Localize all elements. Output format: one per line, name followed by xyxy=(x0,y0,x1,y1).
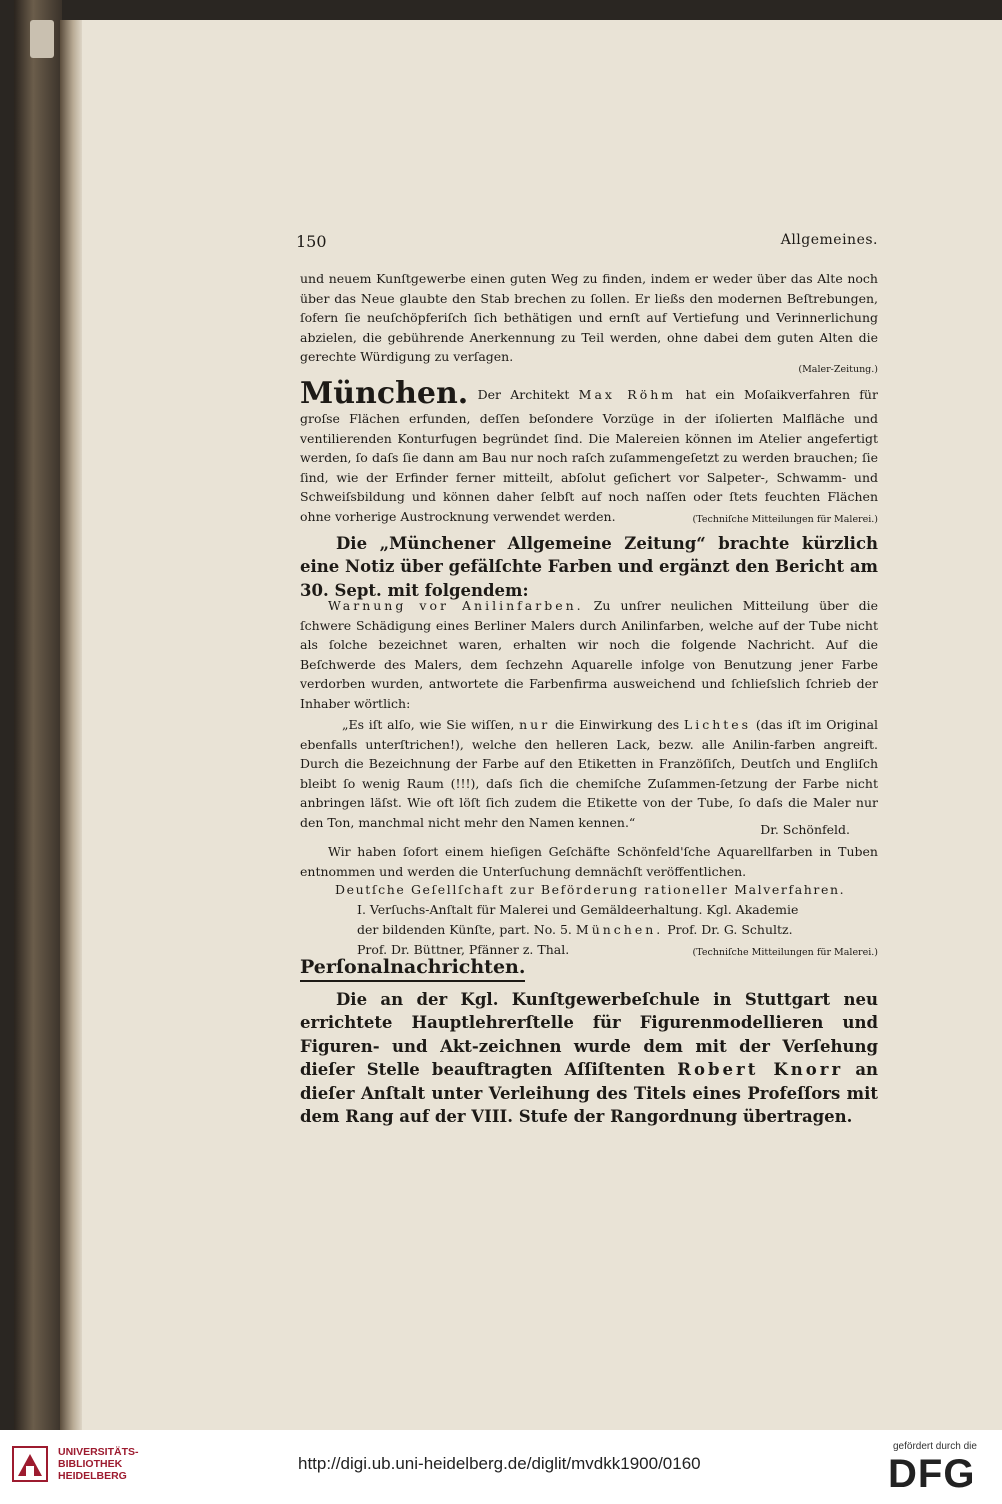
running-title: Allgemeines. xyxy=(780,232,878,248)
muenchen-intro: Der Architekt xyxy=(477,387,570,402)
society-line-2 xyxy=(357,920,878,940)
source-url-link[interactable]: http://digi.ub.uni-heidelberg.de/diglit/mvdkk1900/0160 xyxy=(298,1454,701,1473)
society-line-2b: Prof. Dr. G. Schultz. xyxy=(667,922,793,937)
section-heading-muenchen: München. xyxy=(300,376,469,411)
funding-label: gefördert durch die xyxy=(893,1441,977,1452)
paragraph-intro: und neuem Kunſtgewerbe einen guten Weg zu finden, indem er weder über das Alte noch über das Neue glaubte den Stab brechen zu ſollen. Er ließs den modernen Beſtrebungen, ſofern ſie neuſchöpferiſch ſich bethätigen und ernſt auf Vertiefung und Verinnerlichung abzielen, die gebührende Anerkennung zu Teil werden, ohne dabei dem guten Alten die gerechte Würdigung zu verſagen. xyxy=(300,271,878,365)
quote-nur: nur xyxy=(519,717,551,732)
citation-maler-zeitung: (Maler-Zeitung.) xyxy=(798,364,878,375)
muenchen-text: hat ein Moſaikverfahren für groſse Flächen erfunden, deſſen beſondere Vorzüge in der iſolierten Malfläche und ventilierenden Konturfugen begründet ſind. Die Malereien können im Atelier angefertigt werden, ſo daſs ſie dann am Bau nur noch raſch zuſammengeſetzt zu werden brauchen; ſie ſind, wie der Erfinder ferner mitteilt, abſolut geſichert vor Salpeter-, Schwamm- und Schweiſsbildung und können daher ſelbſt auf noch naſſen oder ſtets feuchten Flächen ohne vorherige Austrocknung verwendet werden. xyxy=(300,387,878,524)
spine-tab xyxy=(30,20,54,58)
quote-part-c: (das iſt im Original ebenfalls unterſtrichen!), welche den helleren Lack, bezw. alle Anilin-farben angreift. Durch die Bezeichnung der Farbe auf den Etiketten in Franzöſiſch, Deutſch und Engliſch bleibt ſo wenig Raum (!!!), daſs ſich die chemiſche Zuſammen-ſetzung der Farbe nicht anbringen läſst. Wie oft löſt ſich zudem die Etikette von der Tube, ſo daſs die Maler nur den Ton, manchmal nicht mehr den Namen kennen.“ xyxy=(300,717,879,830)
warning-paragraph xyxy=(300,596,878,714)
book-page xyxy=(60,20,1002,1430)
footer-bar xyxy=(0,1430,1002,1504)
library-name[interactable] xyxy=(58,1446,139,1482)
warning-title: Warnung vor Anilinfarben. xyxy=(328,598,584,613)
warning-text: Zu unſrer neulichen Mitteilung über die ſchwere Schädigung eines Berliner Malers durch Anilinfarben, welche auf der Tube nicht als ſolche bezeichnet waren, erhalten wir noch die folgende Nachricht. Auf die Beſchwerde des Malers, dem ſechzehn Aquarelle infolge von Benutzung jener Farbe verdorben wurden, antwortete die Farbenfirma ausweichend und ſchlieſslich ſchrieb der Inhaber wörtlich: xyxy=(300,598,879,711)
library-line-2: BIBLIOTHEK xyxy=(58,1458,123,1470)
library-line-3: HEIDELBERG xyxy=(58,1470,127,1482)
notice-paragraph: Die „Münchener Allgemeine Zeitung“ brachte kürzlich eine Notiz über gefälſchte Farben und ergänzt den Bericht am 30. Sept. mit folgendem: xyxy=(300,534,878,600)
paragraph-wir: Wir haben ſofort einem hieſigen Geſchäfte Schönfeld'ſche Aquarellfarben in Tuben entnommen und werden die Unterſuchung demnächſt veröffentlichen. xyxy=(300,844,878,879)
citation-technische-1: (Techniſche Mitteilungen für Malerei.) xyxy=(692,514,878,525)
paragraph-muenchen xyxy=(300,376,878,527)
quote-part-a: „Es iſt alſo, wie Sie wiſſen, xyxy=(342,717,515,732)
quote-paragraph xyxy=(300,715,878,833)
society-line-3: Prof. Dr. Büttner, Pfänner z. Thal. xyxy=(357,942,570,957)
society-city: München. xyxy=(575,922,664,937)
personal-name: Robert Knorr xyxy=(677,1060,844,1080)
quote-part-b: die Einwirkung des xyxy=(554,717,680,732)
personal-text-b: an dieſer Anſtalt unter Verleihung des Titels eines Profeſſors mit dem Rang auf der VIII. Stufe der Rangordnung übertragen. xyxy=(300,1060,879,1127)
personal-paragraph xyxy=(300,988,878,1128)
book-spine xyxy=(14,0,62,1430)
quote-lichtes: Lichtes xyxy=(683,717,752,732)
library-logo-icon xyxy=(12,1446,48,1482)
citation-technische-2: (Techniſche Mitteilungen für Malerei.) xyxy=(692,947,878,958)
muenchen-name: Max Röhm xyxy=(578,387,677,402)
quote-signature: Dr. Schönfeld. xyxy=(760,822,850,837)
library-line-1: UNIVERSITÄTS- xyxy=(58,1446,139,1458)
section-heading-personal: Perſonalnachrichten. xyxy=(300,956,525,982)
page-gutter xyxy=(60,20,82,1430)
dfg-logo[interactable]: DFG xyxy=(888,1452,976,1496)
page-number: 150 xyxy=(296,232,327,251)
personal-text-a: Die an der Kgl. Kunſtgewerbeſchule in Stuttgart neu errichtete Hauptlehrerſtelle für Figurenmodellieren und Figuren- und Akt-zeichnen wurde dem mit der Verſehung dieſer Stelle beauftragten Aſſiſtenten xyxy=(300,990,878,1080)
society-name: Deutſche Geſellſchaft zur Beförderung rationeller Malverfahren. xyxy=(335,882,846,897)
society-line-2a: der bildenden Künſte, part. No. 5. xyxy=(357,922,572,937)
society-line-1: I. Verſuchs-Anſtalt für Malerei und Gemäldeerhaltung. Kgl. Akademie xyxy=(357,902,799,917)
